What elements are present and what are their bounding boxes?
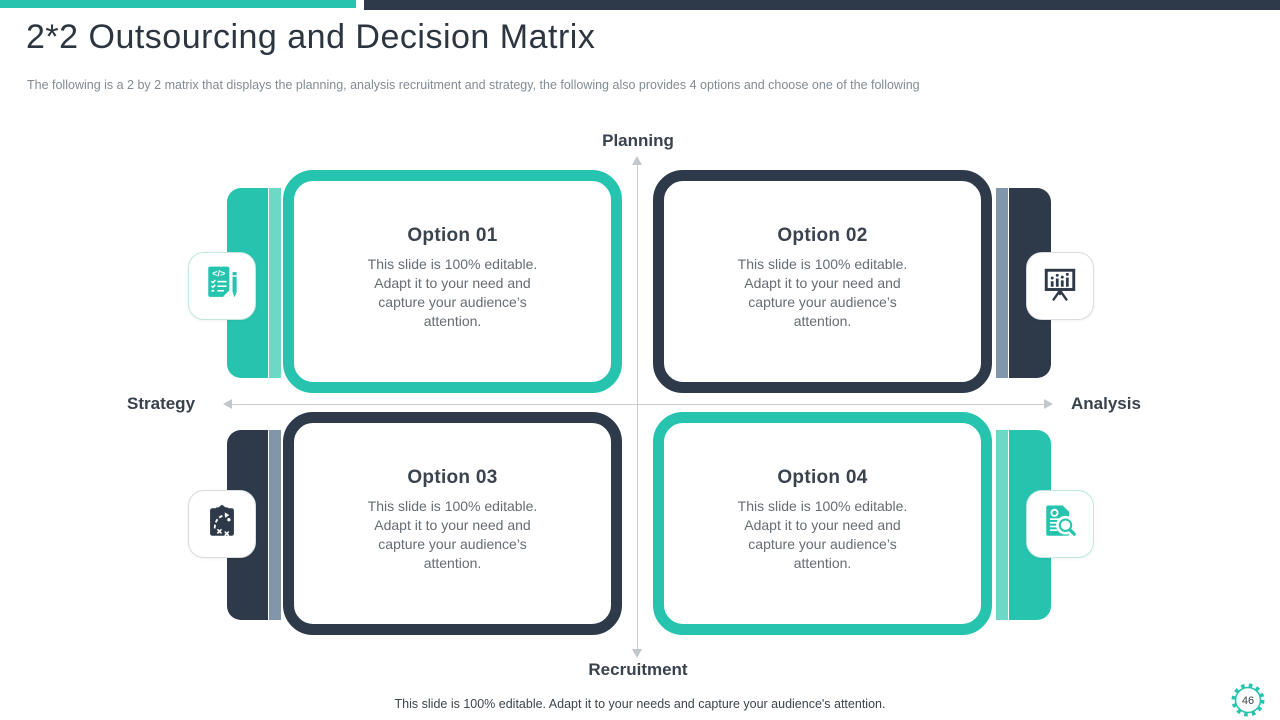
option-01-icon-badge	[188, 252, 256, 320]
axis-arrow-left-icon	[223, 399, 232, 409]
option-04-card	[653, 412, 992, 635]
option-04-icon-badge	[1026, 490, 1094, 558]
option-02-title: Option 02	[777, 225, 868, 246]
svg-text:46: 46	[1241, 695, 1255, 707]
code-checklist-icon	[200, 262, 244, 311]
svg-text:</>: </>	[212, 268, 226, 279]
strategy-clipboard-icon	[200, 500, 244, 549]
top-accent-bar-dark	[364, 0, 1280, 10]
option-01-card	[283, 170, 622, 393]
option-04-strip	[996, 430, 1008, 620]
option-02-icon-badge	[1026, 252, 1094, 320]
axis-label-strategy: Strategy	[127, 394, 196, 413]
top-accent-bar-teal	[0, 0, 356, 8]
page-title: 2*2 Outsourcing and Decision Matrix	[26, 18, 596, 56]
gear-badge-icon	[1229, 681, 1267, 719]
option-03-icon-badge	[188, 490, 256, 558]
presentation-chart-icon	[1038, 262, 1082, 311]
option-04-title: Option 04	[777, 467, 868, 488]
axis-label-planning: Planning	[602, 131, 674, 150]
page-subtitle: The following is a 2 by 2 matrix that displays the planning, analysis recruitment and strategy, the following also provides 4 options and choose one of the following	[27, 78, 920, 92]
page-number-badge	[1229, 681, 1267, 719]
axis-label-analysis: Analysis	[1071, 394, 1141, 413]
axis-arrow-up-icon	[632, 156, 642, 165]
option-01-strip	[269, 188, 281, 378]
horizontal-axis-line	[231, 404, 1045, 405]
option-01-title: Option 01	[407, 225, 498, 246]
option-02-body: This slide is 100% editable. Adapt it to your need and capture your audience’s attention.	[737, 256, 908, 329]
option-03-card	[283, 412, 622, 635]
document-search-icon	[1038, 500, 1082, 549]
option-02-card	[653, 170, 992, 393]
vertical-axis-line	[637, 164, 638, 650]
axis-label-recruitment: Recruitment	[588, 660, 688, 679]
option-02-strip	[996, 188, 1008, 378]
axis-arrow-right-icon	[1044, 399, 1053, 409]
axis-arrow-down-icon	[632, 649, 642, 658]
option-03-body: This slide is 100% editable. Adapt it to your need and capture your audience’s attention.	[367, 498, 538, 571]
footer-note: This slide is 100% editable. Adapt it to your needs and capture your audience's attention.	[394, 697, 886, 711]
option-04-body: This slide is 100% editable. Adapt it to your need and capture your audience’s attention.	[737, 498, 908, 571]
option-03-strip	[269, 430, 281, 620]
option-03-title: Option 03	[407, 467, 498, 488]
option-01-body: This slide is 100% editable. Adapt it to your need and capture your audience’s attention.	[367, 256, 538, 329]
